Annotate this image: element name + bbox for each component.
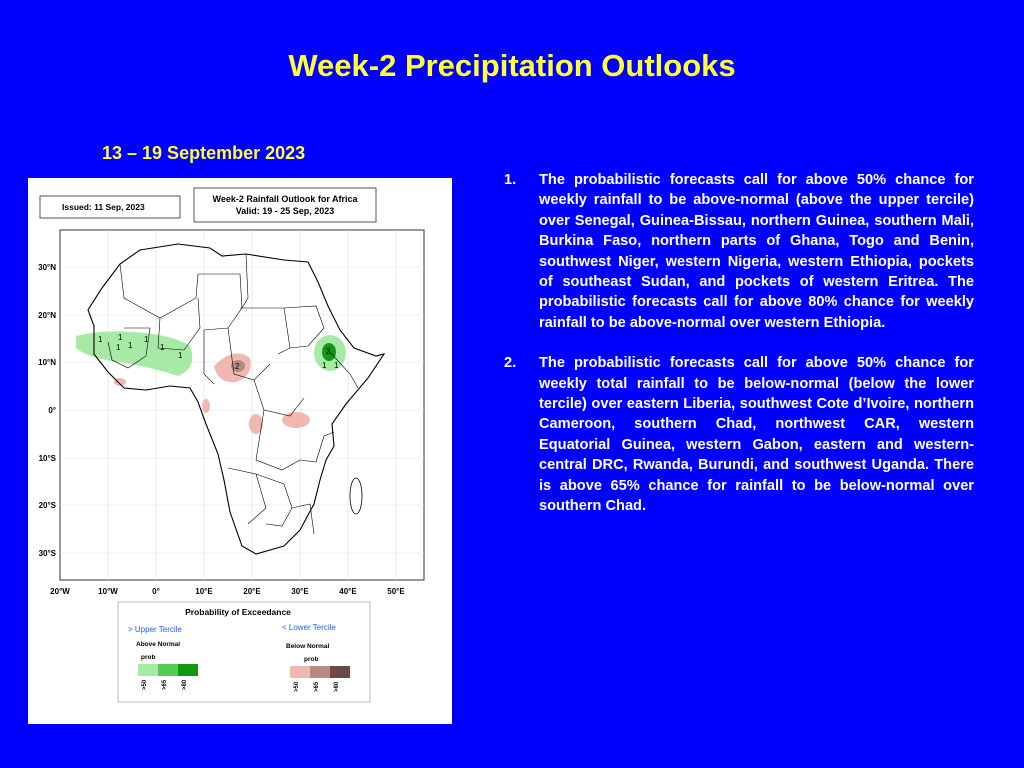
svg-text:1: 1: [118, 333, 123, 342]
svg-text:1: 1: [334, 361, 339, 370]
svg-text:2: 2: [326, 347, 331, 356]
date-heading: 13 – 19 September 2023: [102, 143, 306, 163]
svg-text:>65: >65: [314, 681, 320, 692]
legend-lower-label: < Lower Tercile: [282, 623, 336, 632]
svg-text:1: 1: [128, 341, 133, 350]
note-text: The probabilistic forecasts call for above 50% chance for weekly total rainfall to be below-normal (below the lower tercile) over eastern Liberia, southwest Cote d’Ivoire, northern Cameroon, southern Chad, northwest CAR, western Equatorial Guinea, western Gabon, eastern and western-central DRC, Rwanda, Burundi, and southwest Uganda. There is above 65% chance for rainfall to be below-normal over southern Chad.: [539, 355, 974, 515]
note-item: [504, 353, 974, 516]
svg-text:20°N: 20°N: [38, 311, 56, 320]
legend-below-swatches: [290, 666, 350, 678]
legend-box: [118, 602, 370, 702]
slide-title: Week-2 Precipitation Outlooks: [288, 48, 736, 83]
svg-text:0°: 0°: [48, 406, 56, 415]
svg-text:1: 1: [116, 343, 121, 352]
issued-text: Issued: 11 Sep, 2023: [62, 202, 145, 212]
legend-upper-label: > Upper Tercile: [128, 625, 182, 634]
svg-text:>50: >50: [142, 679, 148, 690]
svg-text:30°N: 30°N: [38, 263, 56, 272]
map-plot-area: [60, 230, 424, 580]
svg-text:2: 2: [235, 362, 240, 371]
svg-text:10°S: 10°S: [38, 454, 56, 463]
legend-above-swatches: [138, 664, 198, 676]
note-text: The probabilistic forecasts call for above 50% chance for weekly rainfall to be above-normal (above the upper tercile) over Senegal, Guinea-Bissau, northern Guinea, southern Mali, Burkina Faso, northern parts of Ghana, Togo and Benin, southwest Niger, western Nigeria, western Ethiopia, pockets of southeast Sudan, and pockets of western Eritrea. The probabilistic forecasts call for above 80% chance for weekly rainfall to be above-normal over western Ethiopia.: [539, 172, 974, 331]
legend-above-prob: prob: [141, 654, 156, 661]
svg-text:1: 1: [178, 351, 183, 360]
note-number: 1.: [504, 172, 517, 188]
note-number: 2.: [504, 355, 517, 372]
note-item: [504, 170, 974, 333]
legend-title: Probability of Exceedance: [185, 607, 291, 617]
svg-text:>65: >65: [162, 679, 168, 690]
above-swatch-2: [158, 664, 178, 676]
map-title-line2: Valid: 19 - 25 Sep, 2023: [235, 206, 335, 216]
svg-text:30°S: 30°S: [38, 549, 56, 558]
latitude-labels: [38, 263, 57, 558]
longitude-labels: [50, 587, 405, 596]
svg-text:10°N: 10°N: [38, 358, 56, 367]
above-swatch-1: [138, 664, 158, 676]
svg-text:20°W: 20°W: [50, 587, 70, 596]
svg-text:>80: >80: [182, 679, 188, 690]
svg-text:30°E: 30°E: [291, 587, 309, 596]
svg-text:10°E: 10°E: [195, 587, 213, 596]
gabon-below-normal: [202, 399, 210, 413]
above-swatch-3: [178, 664, 198, 676]
below-swatch-1: [290, 666, 310, 678]
svg-text:1: 1: [160, 343, 165, 352]
svg-text:1: 1: [98, 335, 103, 344]
legend-above-label: Above Normal: [136, 641, 181, 648]
below-swatch-3: [330, 666, 350, 678]
svg-text:10°W: 10°W: [98, 587, 118, 596]
svg-text:1: 1: [322, 361, 327, 370]
legend-below-label: Below Normal: [286, 643, 330, 650]
svg-text:20°S: 20°S: [38, 501, 56, 510]
rainfall-outlook-map: [28, 178, 452, 724]
svg-text:>80: >80: [334, 681, 340, 692]
svg-text:20°E: 20°E: [243, 587, 261, 596]
drc-east-below-normal: [282, 412, 310, 428]
svg-text:40°E: 40°E: [339, 587, 357, 596]
below-swatch-2: [310, 666, 330, 678]
svg-text:1: 1: [144, 335, 149, 344]
map-title-line1: Week-2 Rainfall Outlook for Africa: [212, 194, 358, 204]
legend-below-prob: prob: [304, 656, 319, 663]
svg-text:>50: >50: [294, 681, 300, 692]
map-svg: [28, 178, 452, 724]
svg-text:50°E: 50°E: [387, 587, 405, 596]
svg-text:0°: 0°: [152, 587, 160, 596]
forecast-notes: [504, 170, 974, 537]
